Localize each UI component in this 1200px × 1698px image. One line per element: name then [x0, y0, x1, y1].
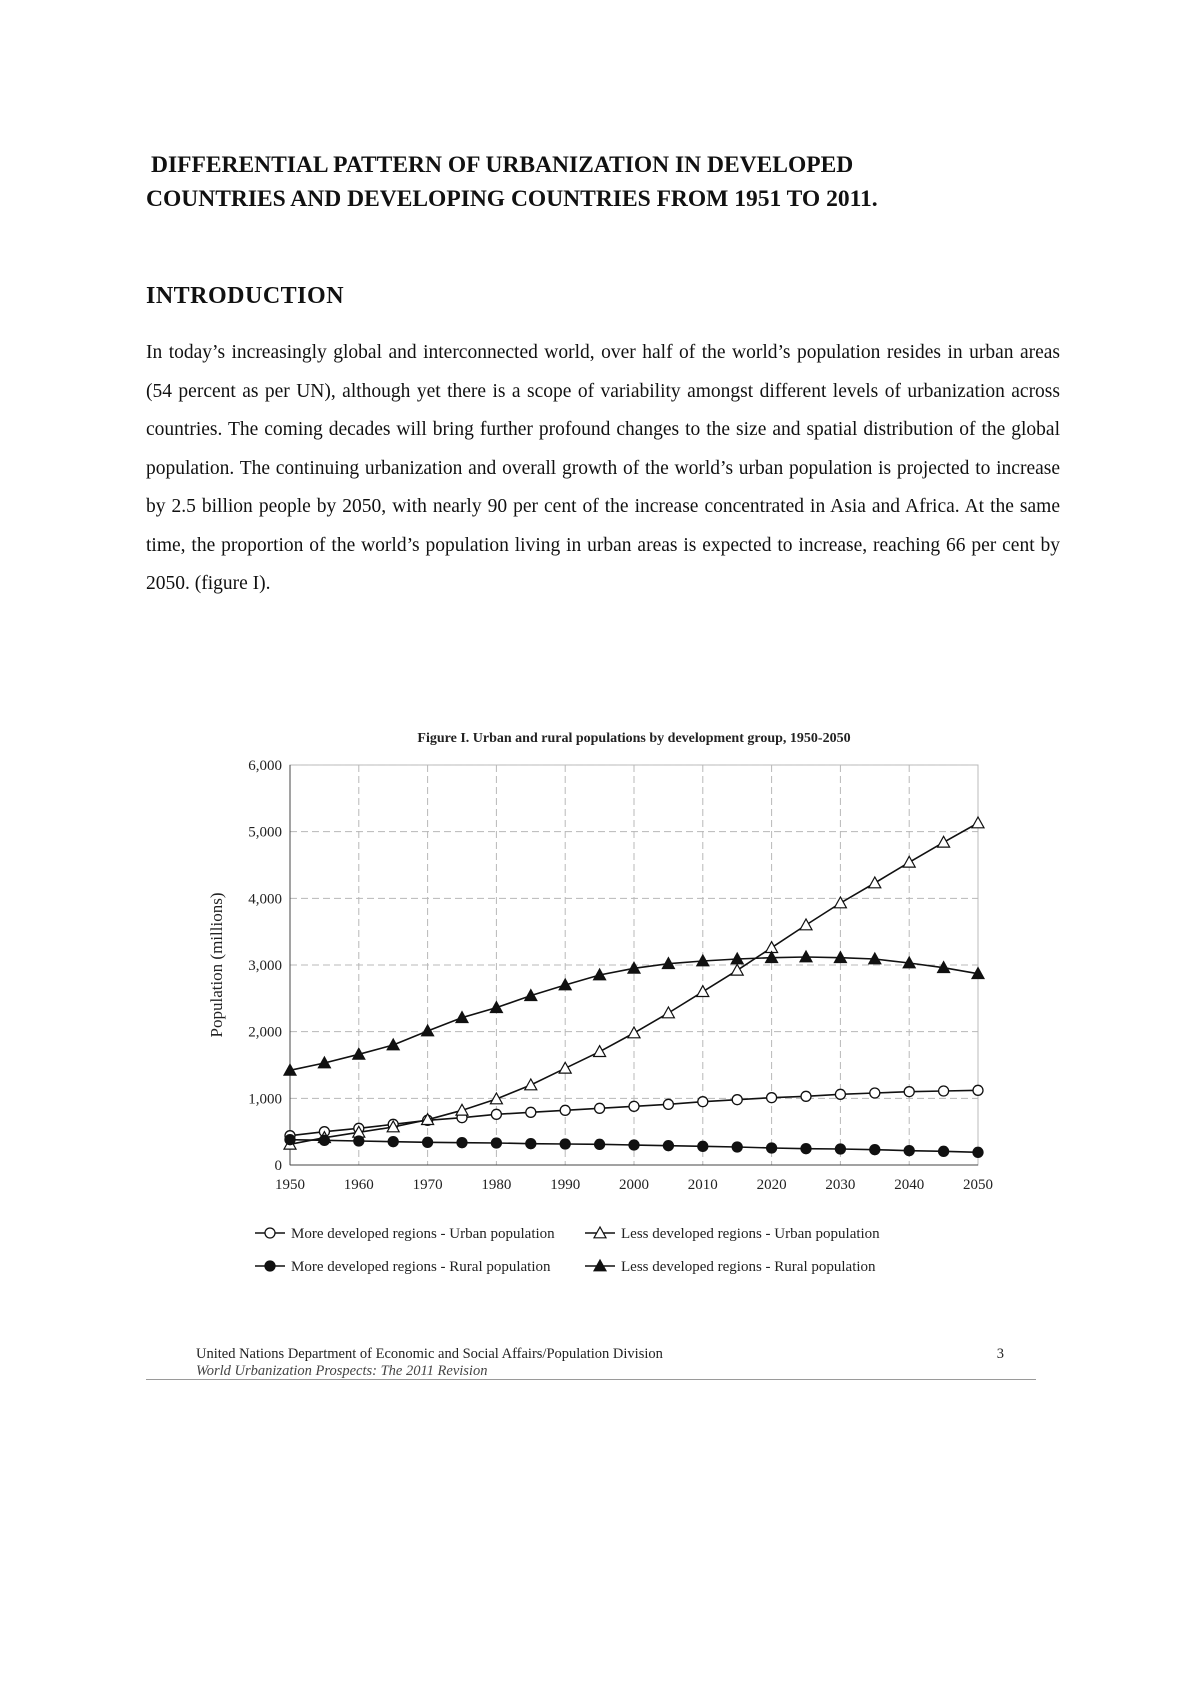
data-point-series-1: [526, 1107, 536, 1117]
x-tick-label: 2040: [894, 1177, 925, 1193]
source-note: [196, 1346, 1034, 1380]
data-point-series-1: [973, 1085, 983, 1095]
data-point-series-1: [939, 1086, 949, 1096]
x-tick-label: 1990: [550, 1177, 581, 1193]
title-line-2: COUNTRIES AND DEVELOPING COUNTRIES FROM 1951 TO 2011.: [146, 186, 878, 212]
data-point-series-3: [285, 1135, 295, 1145]
legend-label: Less developed regions - Rural population: [621, 1259, 876, 1275]
data-point-series-3: [801, 1144, 811, 1154]
data-point-series-3: [423, 1137, 433, 1147]
line-chart: [190, 720, 1020, 1300]
page-number: 3: [996, 1346, 1004, 1362]
data-point-series-3: [835, 1144, 845, 1154]
data-point-series-3: [939, 1146, 949, 1156]
source-line: United Nations Department of Economic and Social Affairs/Population Division: [196, 1346, 663, 1362]
data-point-series-1: [698, 1097, 708, 1107]
data-point-series-1: [595, 1103, 605, 1113]
x-tick-label: 1960: [343, 1177, 374, 1193]
y-tick-label: 6,000: [248, 758, 282, 774]
chart-title: Figure I. Urban and rural populations by development group, 1950-2050: [417, 731, 851, 746]
data-point-series-3: [904, 1146, 914, 1156]
data-point-series-3: [870, 1145, 880, 1155]
data-point-series-3: [595, 1139, 605, 1149]
x-tick-label: 2000: [619, 1177, 649, 1193]
y-axis-label: Population (millions): [207, 892, 226, 1038]
data-point-series-3: [732, 1142, 742, 1152]
data-point-series-3: [767, 1143, 777, 1153]
y-tick-label: 4,000: [248, 891, 282, 908]
section-heading: INTRODUCTION: [146, 283, 345, 309]
data-point-series-1: [870, 1088, 880, 1098]
x-tick-label: 2020: [756, 1177, 787, 1193]
y-tick-label: 2,000: [248, 1024, 282, 1041]
x-tick-label: 1970: [412, 1177, 443, 1193]
legend-label: Less developed regions - Urban population: [621, 1226, 880, 1242]
legend-label: More developed regions - Rural population: [291, 1259, 551, 1275]
data-point-series-3: [973, 1147, 983, 1157]
document-title: [146, 148, 1046, 216]
x-tick-label: 2030: [825, 1177, 856, 1193]
data-point-series-3: [319, 1135, 329, 1145]
data-point-series-3: [560, 1139, 570, 1149]
data-point-series-1: [801, 1091, 811, 1101]
y-tick-label: 0: [274, 1158, 282, 1174]
x-tick-label: 1950: [275, 1177, 305, 1193]
title-line-1: DIFFERENTIAL PATTERN OF URBANIZATION IN DEVELOPED: [151, 152, 854, 178]
data-point-series-3: [698, 1141, 708, 1151]
data-point-series-3: [663, 1141, 673, 1151]
x-tick-label: 2010: [687, 1177, 718, 1193]
data-point-series-3: [457, 1138, 467, 1148]
intro-paragraph: In today’s increasingly global and interconnected world, over half of the world’s population resides in urban areas (54 percent as per UN), although yet there is a scope of variability amongst different levels of urbanization across countries. The coming decades will bring further profound changes to the size and spatial distribution of the global population. The continuing urbanization and overall growth of the world’s urban population is projected to increase by 2.5 billion people by 2050, with nearly 90 per cent of the increase concentrated in Asia and Africa. At the same time, the proportion of the world’s population living in urban areas is expected to increase, reaching 66 per cent by 2050. (figure I).: [146, 342, 1060, 594]
data-point-series-1: [904, 1087, 914, 1097]
data-point-series-3: [388, 1137, 398, 1147]
legend-marker: [265, 1261, 275, 1271]
data-point-series-1: [491, 1109, 501, 1119]
data-point-series-3: [491, 1138, 501, 1148]
y-tick-label: 5,000: [248, 824, 282, 841]
y-tick-label: 1,000: [248, 1091, 282, 1108]
data-point-series-1: [560, 1105, 570, 1115]
y-tick-label: 3,000: [248, 958, 282, 974]
data-point-series-1: [767, 1093, 777, 1103]
data-point-series-1: [663, 1099, 673, 1109]
x-tick-label: 1980: [481, 1177, 512, 1193]
data-point-series-3: [354, 1136, 364, 1146]
source-divider: [146, 1379, 1036, 1380]
data-point-series-1: [732, 1095, 742, 1105]
data-point-series-1: [629, 1101, 639, 1111]
data-point-series-1: [835, 1089, 845, 1099]
data-point-series-3: [629, 1140, 639, 1150]
source-publication: World Urbanization Prospects: The 2011 Revision: [196, 1363, 488, 1379]
legend-label: More developed regions - Urban population: [291, 1226, 555, 1242]
figure-urban-rural: [190, 720, 1020, 1300]
data-point-series-3: [526, 1139, 536, 1149]
x-tick-label: 2050: [963, 1177, 993, 1193]
legend-marker: [265, 1228, 275, 1238]
